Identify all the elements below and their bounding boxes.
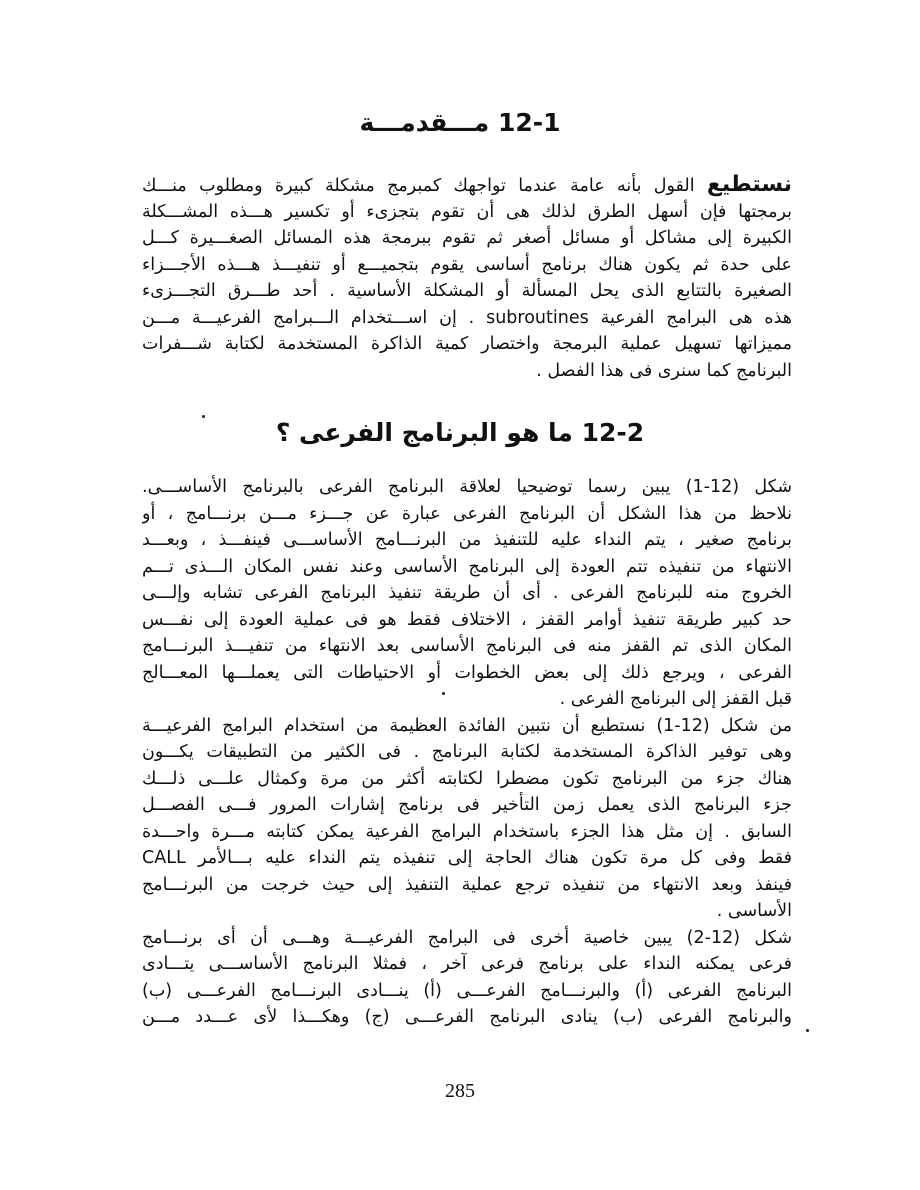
text-line: هناك جزء من البرنامج تكون مضطرا لكتابته أكثر من مرة وكمثال علـــى ذلـــك bbox=[142, 768, 792, 789]
scan-speck bbox=[202, 415, 205, 418]
text-line: برمجتها فإن أسهل الطرق لذلك هى أن تقوم بتجزىء أو تكسير هـــذه المشـــكلة bbox=[142, 201, 792, 222]
text-line: السابق . إن مثل هذا الجزء باستخدام البرامج الفرعية يمكن كتابته مـــرة واحـــدة bbox=[142, 821, 792, 842]
text-line: البرنامج الفرعى (أ) والبرنـــامج الفرعـــى (أ) ينـــادى البرنـــامج الفرعـــى (ب) bbox=[142, 980, 792, 1001]
text-line: شكل (12-2) يبين خاصية أخرى فى البرامج الفرعيـــة وهـــى أن أى برنـــامج bbox=[142, 927, 792, 948]
text-line: والبرنامج الفرعى (ب) ينادى البرنامج الفرعـــى (ج) وهكـــذا لأى عـــدد مـــن bbox=[142, 1007, 792, 1027]
text-line: حد كبير طريقة تنفيذ أوامر القفز ، الاختلاف فقط هو فى عملية العودة إلى نفـــس bbox=[142, 609, 792, 630]
scan-speck bbox=[806, 1029, 809, 1032]
text-line: الصغيرة بالتتابع الذى يحل المسألة أو المشكلة الأساسية . أحد طـــرق التجـــزىء bbox=[142, 281, 792, 301]
lead-word: نستطيع bbox=[706, 172, 792, 197]
text-line: فينفذ وبعد الانتهاء من تنفيذه ترجع عملية التنفيذ إلى حيث خرجت من البرنـــامج bbox=[142, 874, 792, 895]
section-2-body bbox=[142, 474, 792, 1031]
text-line bbox=[142, 172, 792, 199]
section-2-heading: 12-2 ما هو البرنامج الفرعى ؟ bbox=[275, 418, 645, 447]
text-line: من شكل (12-1) نستطيع أن نتبين الفائدة العظيمة من استخدام البرامج الفرعيـــة bbox=[142, 715, 792, 736]
text-line: الكبيرة إلى مشاكل أو مسائل أصغر ثم تقوم ببرمجة هذه المسائل الصغـــيرة كـــل bbox=[142, 228, 792, 248]
text-line: برنامج صغير ، يتم النداء عليه للتنفيذ من البرنـــامج الأساســـى فينفـــذ ، وبعـــد bbox=[142, 530, 792, 550]
text-line: فرعى يمكنه النداء على برنامج فرعى آخر ، فمثلا البرنامج الأساســـى يتـــادى bbox=[142, 954, 792, 974]
text-line: هذه هى البرامج الفرعية subroutines . إن اســـتخدام الـــبرامج الفرعيـــة مـــن bbox=[142, 307, 792, 328]
text-line: شكل (12-1) يبين رسما توضيحيا لعلاقة البرنامج الفرعى بالبرنامج الأساســـى. bbox=[142, 477, 792, 497]
text-line: نلاحظ من هذا الشكل أن البرنامج الفرعى عبارة عن جـــزء مـــن برنـــامج ، أو bbox=[142, 503, 792, 524]
text-line: الفرعى ، ويرجع ذلك إلى بعض الخطوات أو الاحتياطات التى يعملـــها المعـــالج bbox=[142, 662, 792, 683]
page-number: 285 bbox=[445, 1080, 475, 1102]
text-line: مميزاتها تسهيل عملية البرمجة واختصار كمية الذاكرة المستخدمة لكتابة شـــفرات bbox=[142, 334, 792, 354]
text-line: البرنامج كما سنرى فى هذا الفصل . bbox=[536, 360, 792, 381]
text-line: الانتهاء من تنفيذه تتم العودة إلى البرنامج الأساسى وعند نفس المكان الـــذى تـــم bbox=[142, 556, 792, 577]
text-line: وهى توفير الذاكرة المستخدمة لكتابة البرنامج . فى الكثير من التطبيقات يكـــون bbox=[142, 742, 792, 762]
line-text: القول بأنه عامة عندما تواجهك كمبرمج مشكلة كبيرة ومطلوب منـــك bbox=[142, 176, 695, 196]
text-line: الأساسى . bbox=[716, 901, 792, 921]
scan-speck bbox=[442, 692, 445, 695]
section-1-heading: 12-1 مـــقدمـــة bbox=[359, 108, 561, 137]
text-line: قبل القفز إلى البرنامج الفرعى . bbox=[559, 689, 792, 709]
text-line: فقط وفى كل مرة تكون هناك الحاجة إلى تنفيذه يتم النداء عليه بـــالأمر CALL bbox=[142, 848, 792, 868]
section-1-body bbox=[142, 172, 792, 384]
text-line: الخروج منه للبرنامج الفرعى . أى أن طريقة تنفيذ البرنامج الفرعى تشابه وإلـــى bbox=[142, 583, 792, 603]
text-line: جزء البرنامج الذى يعمل زمن التأخير فى برنامج إشارات المرور فـــى الفصـــل bbox=[142, 795, 792, 815]
text-line: المكان الذى تم القفز منه فى البرنامج الأساسى بعد الانتهاء من تنفيـــذ البرنـــامج bbox=[142, 636, 792, 656]
text-line: على حدة ثم يكون هناك برنامج أساسى يقوم بتجميـــع أو تنفيـــذ هـــذه الأجـــزاء bbox=[142, 254, 792, 275]
